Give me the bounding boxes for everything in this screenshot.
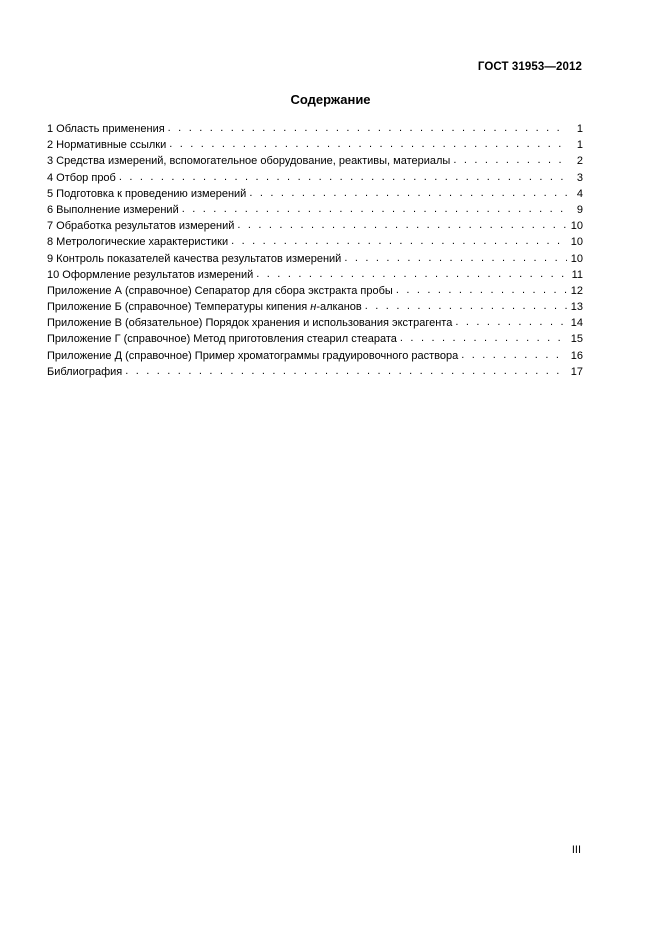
toc-entry[interactable] [47, 170, 583, 186]
toc-entry-text-prefix: Приложение Б (справочное) Температуры кипения [47, 301, 311, 314]
toc-entry-page: 14 [570, 317, 583, 330]
toc-entry-text: 1 Область применения [47, 123, 165, 135]
dot-leader [125, 363, 567, 379]
toc-entry[interactable] [47, 202, 583, 218]
toc-entry-text: 8 Метрологические характеристики [47, 236, 229, 249]
toc-entry-text: 5 Подготовка к проведению измерений [47, 187, 247, 200]
toc-entry[interactable] [47, 364, 583, 380]
toc-entry[interactable] [47, 331, 583, 347]
toc-entry-page: 10 [570, 236, 583, 249]
toc-entry-text: 4 Отбор проб [47, 171, 116, 184]
toc-entry[interactable] [47, 186, 583, 202]
dot-leader [344, 250, 566, 266]
toc-entry[interactable] [47, 283, 583, 299]
toc-entry-page: 3 [576, 171, 583, 184]
dot-leader [453, 152, 567, 168]
toc-entry[interactable] [47, 348, 583, 364]
standard-number: ГОСТ 31953—2012 [477, 61, 582, 73]
toc-entry-page: 10 [570, 252, 583, 265]
dot-leader [461, 347, 567, 363]
dot-leader [249, 185, 567, 201]
toc-entry-page: 10 [570, 220, 583, 233]
toc-entry-page: 2 [576, 155, 583, 168]
toc-entry-page: 16 [570, 349, 583, 362]
toc-entry-text: 9 Контроль показателей качества результатов измерений [47, 252, 342, 265]
toc-entry[interactable] [47, 267, 583, 283]
toc-entry-page: 17 [570, 365, 583, 378]
dot-leader [365, 298, 567, 314]
toc-entry[interactable] [47, 315, 583, 331]
toc-entry-page: 12 [570, 284, 583, 297]
toc-entry-text-suffix: -алканов [316, 301, 362, 314]
dot-leader [455, 314, 566, 330]
toc-entry-text: Приложение Д (справочное) Пример хроматограммы градуировочного раствора [47, 349, 459, 362]
toc-entry[interactable] [47, 218, 583, 234]
toc-entry[interactable] [47, 153, 583, 169]
toc-entry-page: 11 [571, 268, 583, 281]
toc-entry-text [47, 299, 362, 315]
dot-leader [169, 136, 567, 152]
toc-entry[interactable] [47, 251, 583, 267]
toc-entry-page: 4 [576, 187, 583, 200]
dot-leader [237, 217, 566, 233]
toc-entry-text: 7 Обработка результатов измерений [47, 220, 235, 233]
toc-entry-text-italic: н [310, 301, 317, 314]
toc-entry-text: 3 Средства измерений, вспомогательное оборудование, реактивы, материалы [47, 155, 451, 168]
toc-entry-page: 1 [576, 123, 583, 135]
toc-entry-page: 15 [570, 333, 583, 346]
dot-leader [119, 169, 567, 185]
toc-entry[interactable] [47, 121, 583, 137]
toc-entry[interactable] [47, 299, 583, 315]
table-of-contents [47, 121, 583, 380]
dot-leader [231, 233, 567, 249]
toc-entry-text: Приложение А (справочное) Сепаратор для сбора экстракта пробы [47, 284, 393, 297]
toc-entry[interactable] [47, 234, 583, 250]
toc-entry-text: Приложение Г (справочное) Метод приготовления стеарил стеарата [47, 333, 397, 346]
dot-leader [400, 330, 567, 346]
toc-entry-page: 13 [570, 301, 583, 314]
dot-leader [168, 120, 567, 136]
toc-entry-page: 9 [576, 203, 583, 216]
toc-entry[interactable] [47, 137, 583, 153]
toc-entry-text: Приложение В (обязательное) Порядок хранения и использования экстрагента [47, 317, 453, 330]
toc-entry-text: Библиография [47, 365, 123, 378]
toc-entry-text: 2 Нормативные ссылки [47, 139, 167, 152]
dot-leader [396, 282, 567, 298]
toc-entry-page: 1 [576, 139, 583, 152]
toc-entry-text: 6 Выполнение измерений [47, 203, 179, 216]
dot-leader [182, 201, 567, 217]
dot-leader [256, 266, 567, 282]
toc-entry-text: 10 Оформление результатов измерений [47, 268, 254, 281]
page-number: III [571, 844, 581, 856]
toc-title: Содержание [290, 92, 371, 107]
